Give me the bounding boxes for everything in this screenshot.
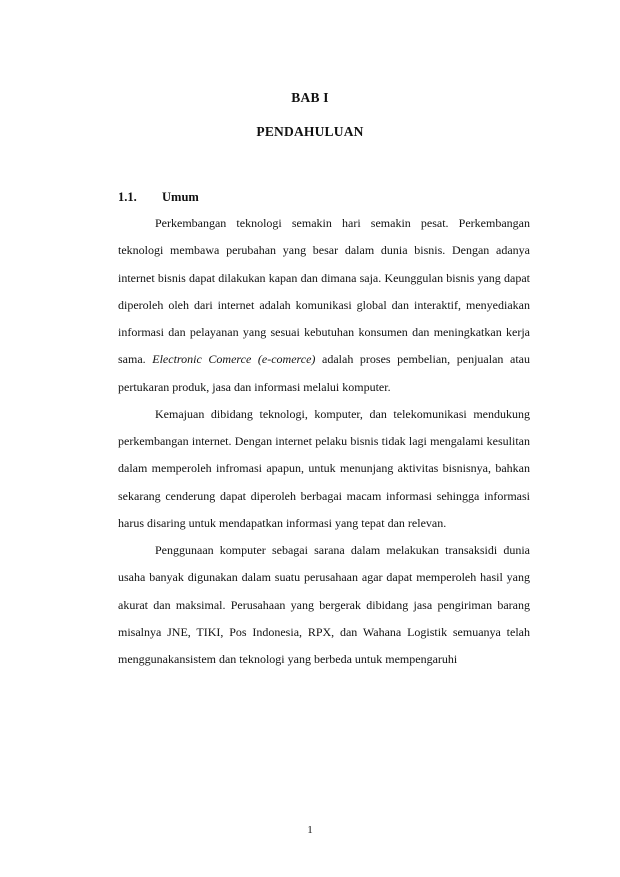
paragraph-1 — [118, 210, 530, 401]
paragraph-3-text: Penggunaan komputer sebagai sarana dalam melakukan transaksidi dunia usaha banyak digunakan dalam suatu perusahaan agar dapat memperoleh hasil yang akurat dan maksimal. Perusahaan yang bergerak dibidang jasa pengiriman barang misalnya JNE, TIKI, Pos Indonesia, RPX, dan Wahana Logistik semuanya telah menggunakansistem dan teknologi yang berbeda untuk mempengaruhi — [118, 543, 530, 666]
body-text — [118, 210, 530, 673]
paragraph-2 — [118, 401, 530, 537]
paragraph-1-text-end: adalah proses pembelian, penjualan atau pertukaran produk, jasa dan informasi melalui komputer. — [118, 352, 531, 394]
paragraph-2-text: Kemajuan dibidang teknologi, komputer, dan telekomunikasi mendukung perkembangan internet. Dengan internet pelaku bisnis tidak lagi mengalami kesulitan dalam memperoleh infromasi apapun, untuk menunjang aktivitas bisnisnya, bahkan sekarang cenderung dapat diperoleh berbagai macam informasi sehingga informasi harus disaring untuk mendapatkan informasi yang tepat dan relevan. — [118, 406, 530, 530]
page-number: 1 — [307, 824, 313, 836]
paragraph-1-italic: Electronic Comerce (e-comerce) — [152, 352, 316, 367]
section-number: 1.1. — [118, 190, 137, 204]
chapter-heading: BAB I — [291, 90, 329, 105]
paragraph-1-text: Perkembangan teknologi semakin hari semakin pesat. Perkembangan teknologi membawa perubahan yang besar dalam dunia bisnis. Dengan adanya internet bisnis dapat dilakukan kapan dan dimana saja. Keunggulan bisnis yang dapat diperoleh oleh dari internet adalah komunikasi global dan interaktif, menyediakan informasi dan pelayanan yang sesuai kebutuhan konsumen dan meningkatkan kerja sama. — [118, 216, 530, 367]
section-title: Umum — [162, 190, 199, 204]
chapter-title: PENDAHULUAN — [256, 124, 364, 139]
section-heading — [118, 190, 199, 205]
paragraph-3 — [118, 537, 530, 673]
